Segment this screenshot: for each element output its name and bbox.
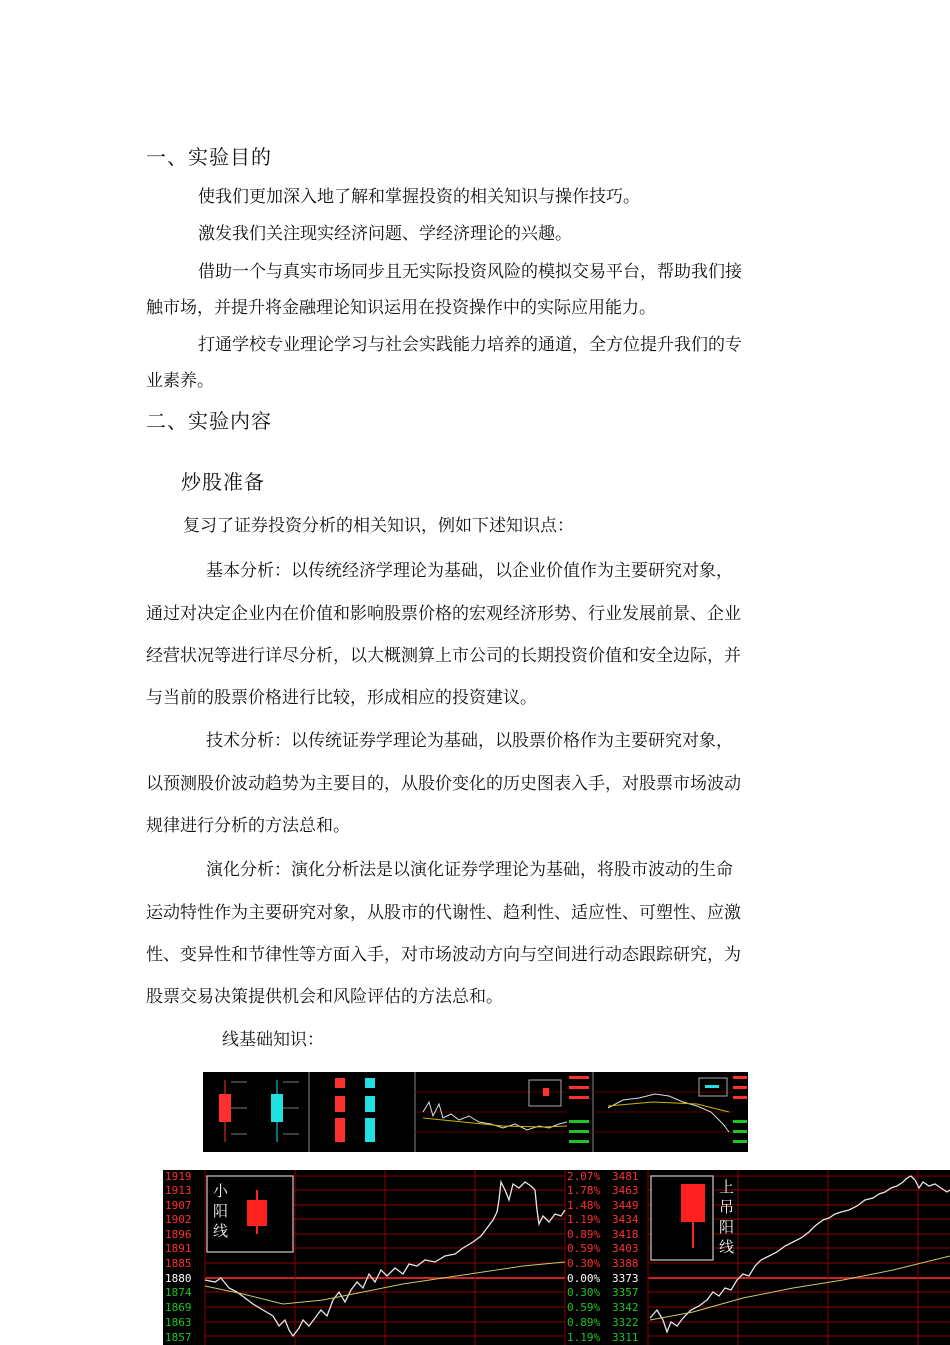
pct-tick-label: 0.59% xyxy=(567,1242,601,1255)
paragraph: 借助一个与真实市场同步且无实际投资风险的模拟交易平台，帮助我们接 xyxy=(198,262,742,282)
candlestick-examples-image xyxy=(163,1170,950,1345)
y-tick-label: 1902 xyxy=(165,1213,192,1226)
legend-label-char: 吊 xyxy=(719,1198,735,1216)
pct-tick-label: 0.89% xyxy=(567,1228,601,1241)
pct-tick-label: 0.30% xyxy=(567,1257,601,1270)
paragraph: 打通学校专业理论学习与社会实践能力培养的通道，全方位提升我们的专 xyxy=(198,335,742,355)
pct-tick-label: 0.00% xyxy=(567,1272,601,1285)
section-heading-purpose: 一、实验目的 xyxy=(146,145,272,169)
paragraph: 激发我们关注现实经济问题、学经济理论的兴趣。 xyxy=(198,224,572,244)
pct-tick-label: 1.19% xyxy=(567,1213,601,1226)
pct-tick-label: 0.59% xyxy=(567,1301,601,1314)
paragraph: 业素养。 xyxy=(146,371,214,391)
y-tick-label: 3434 xyxy=(612,1213,639,1226)
legend-label-char: 阳 xyxy=(213,1202,229,1220)
y-tick-label: 3311 xyxy=(612,1331,639,1344)
paragraph-basic: 基本分析：以传统经济学理论为基础，以企业价值作为主要研究对象， xyxy=(206,561,733,581)
paragraph-basic: 通过对决定企业内在价值和影响股票价格的宏观经济形势、行业发展前景、企业 xyxy=(146,604,741,624)
y-tick-label: 3342 xyxy=(612,1301,639,1314)
y-tick-label: 1885 xyxy=(165,1257,192,1270)
y-tick-label: 1919 xyxy=(165,1170,192,1183)
y-tick-label: 1913 xyxy=(165,1184,192,1197)
pct-tick-label: 2.07% xyxy=(567,1170,601,1183)
y-tick-label: 3463 xyxy=(612,1184,639,1197)
paragraph-technical: 规律进行分析的方法总和。 xyxy=(146,816,350,836)
y-tick-label: 3357 xyxy=(612,1286,639,1299)
legend-label-char: 上 xyxy=(719,1178,735,1196)
y-tick-label: 3418 xyxy=(612,1228,639,1241)
y-tick-label: 3388 xyxy=(612,1257,639,1270)
y-tick-label: 3481 xyxy=(612,1170,639,1183)
pct-tick-label: 1.48% xyxy=(567,1199,601,1212)
pct-tick-label: 1.78% xyxy=(567,1184,601,1197)
y-tick-label: 1880 xyxy=(165,1272,192,1285)
y-tick-label: 1857 xyxy=(165,1331,192,1344)
y-tick-label: 1896 xyxy=(165,1228,192,1241)
paragraph-technical: 以预测股价波动趋势为主要目的，从股价变化的历史图表入手，对股票市场波动 xyxy=(146,774,741,794)
pct-tick-label: 0.30% xyxy=(567,1286,601,1299)
pct-tick-label: 1.19% xyxy=(567,1331,601,1344)
legend-label-char: 小 xyxy=(213,1182,229,1200)
pct-tick-label: 0.89% xyxy=(567,1316,601,1329)
paragraph-intro: 复习了证券投资分析的相关知识，例如下述知识点： xyxy=(183,516,574,536)
y-tick-label: 1869 xyxy=(165,1301,192,1314)
kline-title: 线基础知识： xyxy=(222,1030,324,1050)
paragraph-technical: 技术分析：以传统证券学理论为基础，以股票价格作为主要研究对象， xyxy=(206,731,733,751)
paragraph-basic: 与当前的股票价格进行比较，形成相应的投资建议。 xyxy=(146,688,537,708)
y-tick-label: 3403 xyxy=(612,1242,639,1255)
y-tick-label: 1891 xyxy=(165,1242,192,1255)
y-tick-label: 3449 xyxy=(612,1199,639,1212)
paragraph-evolution: 运动特性作为主要研究对象，从股市的代谢性、趋利性、适应性、可塑性、应激 xyxy=(146,903,741,923)
y-tick-label: 1863 xyxy=(165,1316,192,1329)
y-tick-label: 3322 xyxy=(612,1316,639,1329)
legend-label-char: 线 xyxy=(719,1238,735,1256)
paragraph-evolution: 股票交易决策提供机会和风险评估的方法总和。 xyxy=(146,987,503,1007)
cyan-candle-icon xyxy=(271,1094,283,1122)
legend-label-char: 线 xyxy=(213,1222,229,1240)
legend-label-char: 阳 xyxy=(719,1218,735,1236)
y-tick-label: 1874 xyxy=(165,1286,192,1299)
paragraph: 使我们更加深入地了解和掌握投资的相关知识与操作技巧。 xyxy=(198,187,640,207)
kline-basics-image xyxy=(203,1072,748,1152)
red-candle-icon xyxy=(219,1094,231,1122)
hanging-yang-candle-icon xyxy=(681,1184,705,1222)
paragraph-basic: 经营状况等进行详尽分析，以大概测算上市公司的长期投资价值和安全边际，并 xyxy=(146,646,741,666)
section-heading-content: 二、实验内容 xyxy=(146,409,272,433)
paragraph: 触市场，并提升将金融理论知识运用在投资操作中的实际应用能力。 xyxy=(146,298,656,318)
paragraph-evolution: 性、变异性和节律性等方面入手，对市场波动方向与空间进行动态跟踪研究，为 xyxy=(146,945,741,965)
subheading: 炒股准备 xyxy=(181,470,265,494)
y-tick-label: 1907 xyxy=(165,1199,192,1212)
y-tick-label: 3373 xyxy=(612,1272,639,1285)
paragraph-evolution: 演化分析：演化分析法是以演化证券学理论为基础，将股市波动的生命 xyxy=(206,860,733,880)
